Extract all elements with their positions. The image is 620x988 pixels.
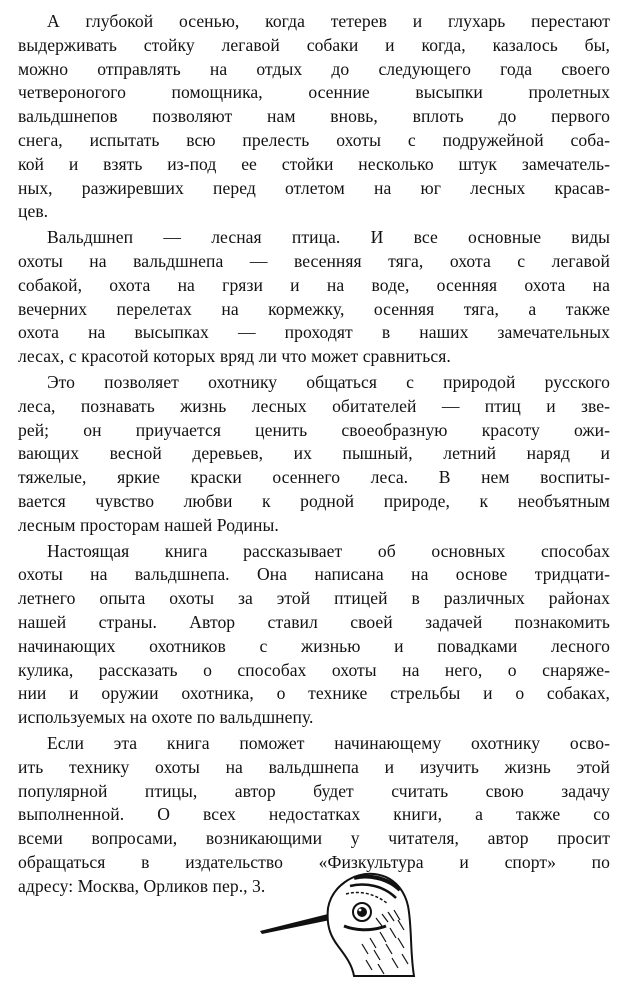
text-line: обращаться в издательство «Физкультура и спорт» по xyxy=(18,851,610,872)
text-line: вающих весной деревьев, их пышный, летний наряд и xyxy=(18,443,610,464)
text-line: выдерживать стойку легавой собаки и когда, казалось бы, xyxy=(18,34,610,55)
text-line: Это позволяет охотнику общаться с природой русского xyxy=(47,371,610,392)
text-line: лесах, с красотой которых вряд ли что может сравниться. xyxy=(18,346,451,367)
text-line: выполненной. О всех недостатках книги, а также со xyxy=(18,804,610,825)
paragraph xyxy=(18,226,610,369)
text-line: Вальдшнеп — лесная птица. И все основные виды xyxy=(47,227,610,248)
text-line: снега, испытать всю прелесть охоты с подружейной соба- xyxy=(18,129,610,150)
text-line: можно отправлять на отдых до следующего года своего xyxy=(18,58,610,79)
text-line: нии и оружии охотника, о технике стрельбы и о собаках, xyxy=(18,683,610,704)
text-line: кулика, рассказать о способах охоты на него, о снаряже- xyxy=(18,659,610,680)
text-line: адресу: Москва, Орликов пер., 3. xyxy=(18,875,266,896)
text-line: ить технику охоты на вальдшнепа и изучить жизнь этой xyxy=(18,756,610,777)
body-text xyxy=(18,10,610,900)
text-line: используемых на охоте по вальдшнепу. xyxy=(18,707,314,728)
text-line: всеми вопросами, возникающими у читателя, автор просит xyxy=(18,828,610,849)
text-line: популярной птицы, автор будет считать свою задачу xyxy=(18,780,610,801)
text-line: нашей страны. Автор ставил своей задачей познакомить xyxy=(18,611,610,632)
text-line: летнего опыта охоты за этой птицей в различных районах xyxy=(18,588,610,609)
text-line: охоты на вальдшнепа — весенняя тяга, охота с легавой xyxy=(18,250,610,271)
paragraph xyxy=(18,371,610,538)
text-line: вается чувство любви к родной природе, к необъятным xyxy=(18,490,610,511)
text-line: леса, познавать жизнь лесных обитателей — птиц и зве- xyxy=(18,395,610,416)
text-line: тяжелые, яркие краски осеннего леса. В нем воспиты- xyxy=(18,467,610,488)
text-line: лесным просторам нашей Родины. xyxy=(18,514,279,535)
text-line: Настоящая книга рассказывает об основных способах xyxy=(47,540,610,561)
paragraph xyxy=(18,10,610,224)
text-line: охота на высыпках — проходят в наших замечательных xyxy=(18,322,610,343)
paragraph xyxy=(18,540,610,730)
text-line: кой и взять из-под ее стойки несколько штук замечатель- xyxy=(18,153,610,174)
text-line: вечерних перелетах на кормежку, осенняя тяга, а также xyxy=(18,298,610,319)
text-line: собакой, охота на грязи и на воде, осенняя охота на xyxy=(18,274,610,295)
text-line: начинающих охотников с жизнью и повадками лесного xyxy=(18,635,610,656)
woodcock-head-icon xyxy=(258,868,418,980)
text-line: рей; он приучается ценить своеобразную красоту ожи- xyxy=(18,419,610,440)
text-line: вальдшнепов позволяют нам вновь, вплоть до первого xyxy=(18,106,610,127)
text-line: цев. xyxy=(18,201,49,222)
text-line: А глубокой осенью, когда тетерев и глухарь перестают xyxy=(47,11,610,31)
text-line: ных, разжиревших перед отлетом на юг лесных красав- xyxy=(18,177,610,198)
text-line: Если эта книга поможет начинающему охотнику осво- xyxy=(47,732,610,753)
text-line: охоты на вальдшнепа. Она написана на основе тридцати- xyxy=(18,564,610,585)
text-line: четвероногого помощника, осенние высыпки пролетных xyxy=(18,82,610,103)
